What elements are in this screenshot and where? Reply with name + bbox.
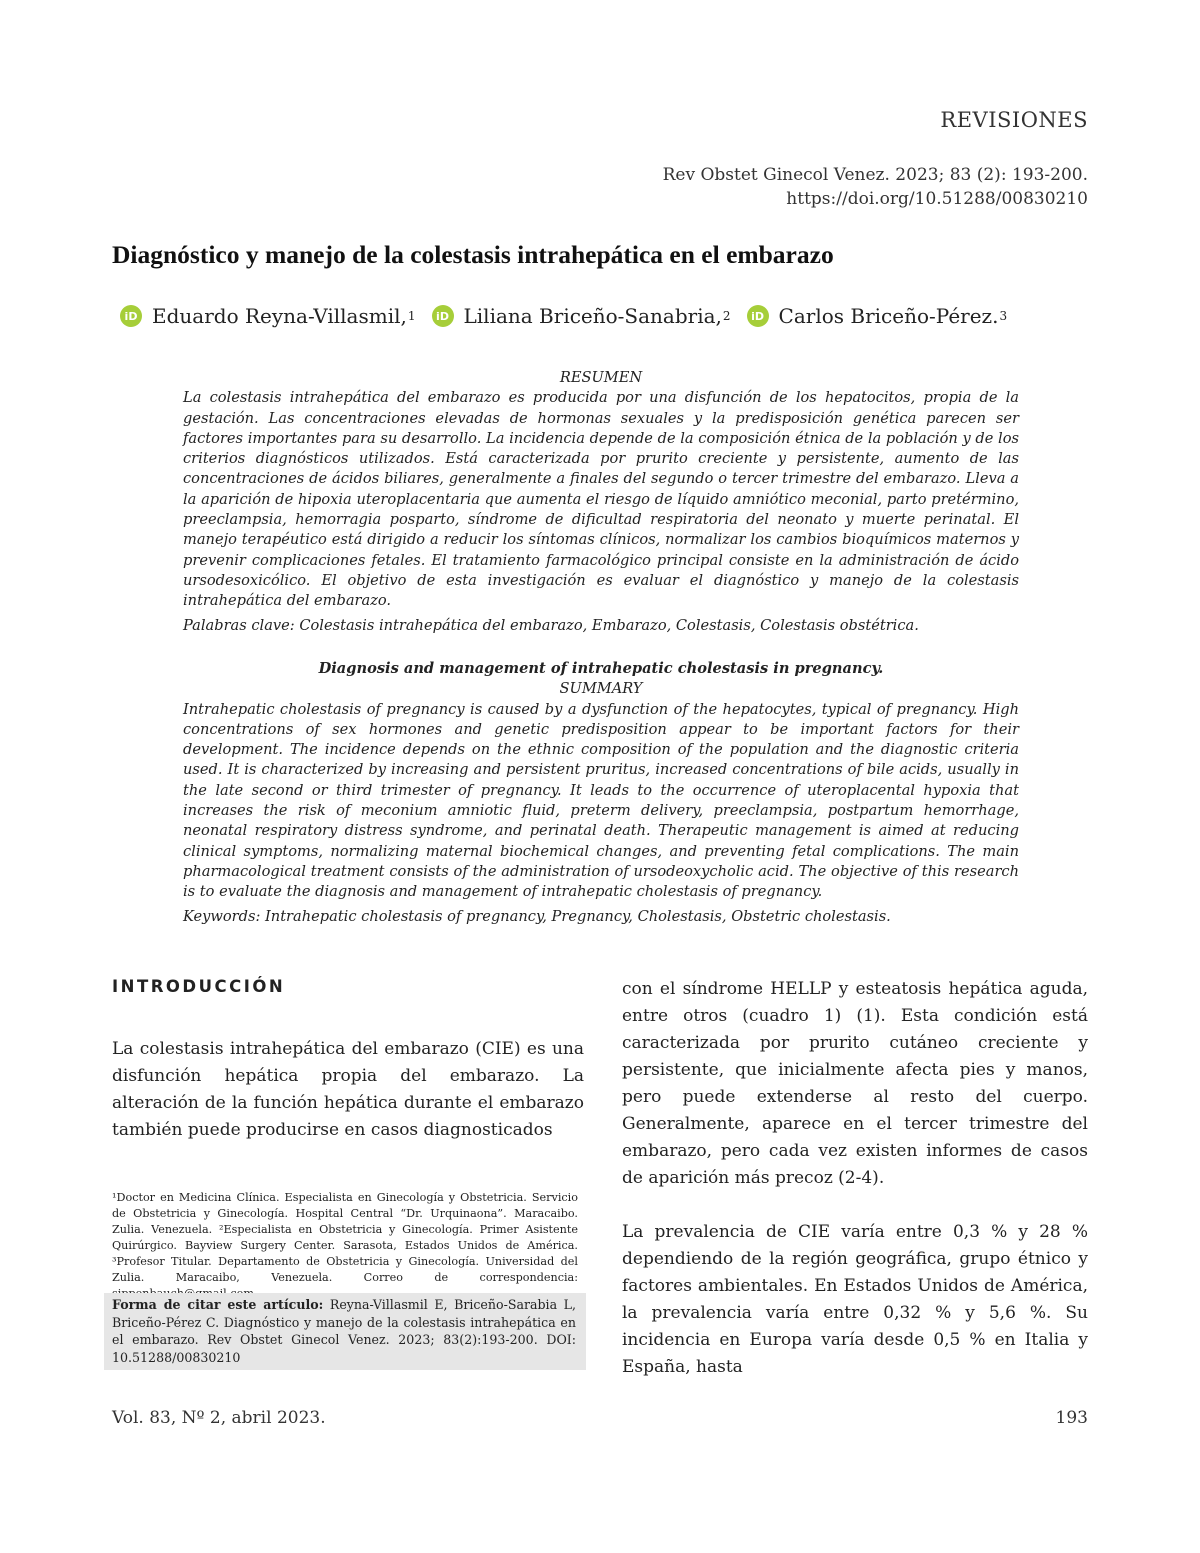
summary-text: Intrahepatic cholestasis of pregnancy is caused by a dysfunction of the hepatocytes, typical of pregnancy. High concentrations of sex hormones and genetic predisposition appear to be important factors for their development. The incidence depends on the ethnic composition of the population and the diagnostic criteria used. It is characterized by increasing and persistent pruritus, increased concentrations of bile acids, usually in the late second or third trimester of pregnancy. It leads to the occurrence of uteroplacental hypoxia that increases the risk of meconium amniotic fluid, preterm delivery, preeclampsia, postpartum hemorrhage, neonatal respiratory distress syndrome, and perinatal death. Therapeutic management is aimed at reducing clinical symptoms, normalizing maternal biochemical changes, and preventing fetal complications. The main pharmacological treatment consists of the administration of ursodeoxycholic acid. The objective of this research is to evaluate the diagnosis and management of intrahepatic cholestasis of pregnancy. — [183, 700, 1019, 901]
section-label: REVISIONES — [940, 108, 1088, 132]
author-name: Eduardo Reyna-Villasmil, — [152, 304, 407, 328]
summary-heading: SUMMARY — [559, 680, 643, 698]
doi-link[interactable]: https://doi.org/10.51288/00830210 — [786, 189, 1088, 209]
english-title: Diagnosis and management of intrahepatic cholestasis in pregnancy. — [318, 660, 884, 677]
author-2[interactable] — [432, 304, 731, 328]
author-3[interactable] — [747, 304, 1008, 328]
orcid-icon[interactable]: iD — [747, 305, 769, 327]
citation-reference: Rev Obstet Ginecol Venez. 2023; 83 (2): 193-200. — [662, 165, 1088, 185]
author-name: Liliana Briceño-Sanabria, — [463, 304, 722, 328]
author-affiliation-mark: 2 — [722, 309, 731, 323]
abstract-spanish — [183, 368, 1019, 636]
how-to-cite-label: Forma de citar este artículo: — [112, 1297, 324, 1312]
keywords: Keywords: Intrahepatic cholestasis of pregnancy, Pregnancy, Cholestasis, Obstetric cholestasis. — [183, 907, 891, 925]
page-number: 193 — [1055, 1408, 1088, 1428]
author-affiliation-mark: 3 — [999, 309, 1008, 323]
how-to-cite-box — [104, 1293, 586, 1370]
right-column — [622, 976, 1088, 1381]
author-list — [120, 304, 1023, 328]
footer-volume: Vol. 83, Nº 2, abril 2023. — [112, 1408, 326, 1428]
orcid-icon[interactable]: iD — [120, 305, 142, 327]
intro-paragraph-2: con el síndrome HELLP y esteatosis hepática aguda, entre otros (cuadro 1) (1). Esta condición está caracterizada por prurito cutáneo creciente y persistente, que inicialmente afecta pies y manos, pero puede extenderse al resto del cuerpo. Generalmente, aparece en el tercer trimestre del embarazo, pero cada vez existen informes de casos de aparición más precoz (2-4). — [622, 979, 1088, 1188]
author-1[interactable] — [120, 304, 416, 328]
resumen-heading: RESUMEN — [559, 369, 643, 386]
affiliations-footnote: ¹Doctor en Medicina Clínica. Especialista en Ginecología y Obstetricia. Servicio de Obstetricia y Ginecología. Hospital Central “Dr. Urquinaona”. Maracaibo. Zulia. Venezuela. ²Especialista en Obstetricia y Ginecología. Primer Asistente Quirúrgico. Bayview Surgery Center. Sarasota, Estados Unidos de América. ³Profesor Titular. Departamento de Obstetricia y Ginecología. Universidad del Zulia. Maracaibo, Venezuela. Correo de correspondencia: — [112, 1191, 578, 1284]
intro-paragraph-1 — [112, 1036, 584, 1144]
author-name: Carlos Briceño-Pérez. — [778, 304, 999, 328]
body-paragraph: La colestasis intrahepática del embarazo (CIE) es una disfunción hepática propia del embarazo. La alteración de la función hepática durante el embarazo también puede producirse en casos diagnosticados — [112, 1039, 584, 1140]
author-affiliation-mark: 1 — [407, 309, 416, 323]
article-title: Diagnóstico y manejo de la colestasis intrahepática en el embarazo — [112, 240, 834, 269]
introduction-heading: INTRODUCCIÓN — [112, 977, 286, 996]
abstract-english — [183, 659, 1019, 927]
resumen-text: La colestasis intrahepática del embarazo es producida por una disfunción de los hepatocitos, propia de la gestación. Las concentraciones elevadas de hormonas sexuales y la predisposición genética parecen ser factores importantes para su desarrollo. La incidencia depende de la composición étnica de la población y de los criterios diagnósticos utilizados. Está caracterizada por prurito creciente y persistente, aumento de las concentraciones de ácidos biliares, generalmente a finales del segundo o tercer trimestre del embarazo. Lleva a la aparición de hipoxia uteroplacentaria que aumenta el riesgo de líquido amniótico meconial, parto pretérmino, preeclampsia, hemorragia posparto, síndrome de dificultad respiratoria del neonato y muerte perinatal. El manejo terapéutico está dirigido a reducir los síntomas clínicos, normalizar los cambios bioquímicos maternos y prevenir complicaciones fetales. El tratamiento farmacológico principal consiste en la administración de ácido ursodesoxicólico. El objetivo de esta investigación es evaluar el diagnóstico y manejo de la colestasis intrahepática del embarazo. — [183, 389, 1019, 610]
orcid-icon[interactable]: iD — [432, 305, 454, 327]
how-to-cite-text: Reyna-Villasmil E, Briceño-Sarabia L, Briceño-Pérez C. Diagnóstico y manejo de la colestasis intrahepática en el embarazo. Rev Obstet Ginecol Venez. 2023; 83(2):193-200. DOI: 10.51288/00830210 — [112, 1297, 576, 1365]
intro-paragraph-3: La prevalencia de CIE varía entre 0,3 % y 28 % dependiendo de la región geográfica, grupo étnico y factores ambientales. En Estados Unidos de América, la prevalencia varía entre 0,32 % y 5,6 %. Su incidencia en Europa varía desde 0,5 % en Italia y España, hasta — [622, 1222, 1088, 1377]
journal-citation — [663, 163, 1088, 211]
palabras-clave: Palabras clave: Colestasis intrahepática del embarazo, Embarazo, Colestasis, Colestasis obstétrica. — [183, 616, 919, 634]
